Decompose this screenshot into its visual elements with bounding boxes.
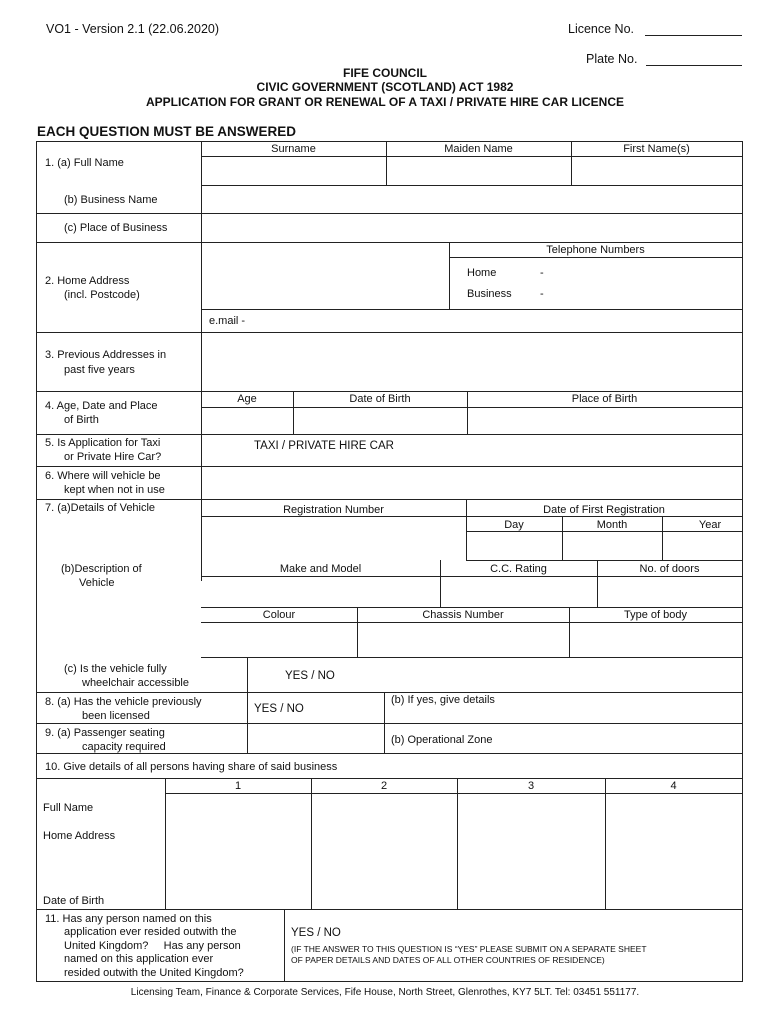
reg-year-field[interactable] bbox=[663, 532, 742, 560]
plate-label: Plate No. bbox=[586, 52, 638, 66]
q7c-sublabel: wheelchair accessible bbox=[82, 677, 189, 689]
email-field[interactable] bbox=[255, 311, 740, 331]
person-col-3: 3 bbox=[527, 780, 535, 792]
reg-number-header: Registration Number bbox=[283, 504, 384, 516]
q1b-label: (b) Business Name bbox=[64, 194, 158, 206]
colour-field[interactable] bbox=[202, 623, 357, 657]
q11-label-3: United Kingdom? Has any person bbox=[64, 940, 241, 952]
cc-rating-header: C.C. Rating bbox=[490, 563, 547, 575]
maiden-name-header: Maiden Name bbox=[444, 143, 513, 155]
person-4-field[interactable] bbox=[606, 794, 742, 909]
q8a-sublabel: been licensed bbox=[82, 710, 150, 722]
chassis-field[interactable] bbox=[358, 623, 569, 657]
person-3-field[interactable] bbox=[458, 794, 605, 909]
footer-address: Licensing Team, Finance & Corporate Services, Fife House, North Street, Glenrothes, KY7 5LT. Tel: 03451 551177. bbox=[130, 987, 640, 998]
reg-month-field[interactable] bbox=[563, 532, 662, 560]
q9a-label: 9. (a) Passenger seating bbox=[45, 727, 165, 739]
home-phone-field[interactable] bbox=[550, 262, 740, 280]
q5-sublabel: or Private Hire Car? bbox=[64, 451, 162, 463]
taxi-private-hire-choice[interactable]: TAXI / PRIVATE HIRE CAR bbox=[254, 440, 394, 452]
surname-field[interactable] bbox=[202, 157, 386, 185]
month-header: Month bbox=[596, 519, 628, 531]
q10-home-address-label: Home Address bbox=[43, 830, 116, 842]
chassis-header: Chassis Number bbox=[422, 609, 504, 621]
q1c-label: (c) Place of Business bbox=[64, 222, 168, 234]
q11-label-4: named on this application ever bbox=[64, 953, 214, 965]
plate-number-field[interactable] bbox=[646, 65, 742, 66]
doors-field[interactable] bbox=[598, 577, 742, 607]
business-phone-field[interactable] bbox=[550, 283, 740, 301]
version-text: VO1 - Version 2.1 (22.06.2020) bbox=[46, 22, 220, 36]
q7b-label: (b)Description of bbox=[61, 563, 142, 575]
resided-outwith-choice[interactable]: YES / NO bbox=[291, 927, 341, 939]
q7c-label: (c) Is the vehicle fully bbox=[64, 663, 167, 675]
home-address-field[interactable] bbox=[202, 243, 449, 309]
business-phone-label: Business bbox=[467, 288, 512, 300]
reg-number-field[interactable] bbox=[202, 517, 466, 560]
q1a-label: 1. (a) Full Name bbox=[45, 157, 124, 169]
vehicle-kept-field[interactable] bbox=[202, 467, 742, 499]
person-1-field[interactable] bbox=[166, 794, 311, 909]
q5-label: 5. Is Application for Taxi bbox=[45, 437, 161, 449]
home-phone-label: Home bbox=[467, 267, 497, 279]
surname-header: Surname bbox=[271, 143, 316, 155]
business-phone-dash: - bbox=[540, 288, 544, 300]
pob-field[interactable] bbox=[468, 408, 742, 434]
person-col-1: 1 bbox=[234, 780, 242, 792]
doors-header: No. of doors bbox=[639, 563, 700, 575]
pob-header: Place of Birth bbox=[571, 393, 638, 405]
council-title: FIFE COUNCIL bbox=[343, 66, 427, 80]
colour-header: Colour bbox=[262, 609, 296, 621]
q7b-sublabel: Vehicle bbox=[79, 577, 115, 589]
home-phone-dash: - bbox=[540, 267, 544, 279]
q8a-label: 8. (a) Has the vehicle previously bbox=[45, 696, 202, 708]
q9b-label: (b) Operational Zone bbox=[391, 734, 493, 746]
q10-full-name-label: Full Name bbox=[43, 802, 94, 814]
first-names-header: First Name(s) bbox=[623, 143, 690, 155]
reg-day-field[interactable] bbox=[467, 532, 562, 560]
body-type-header: Type of body bbox=[624, 609, 687, 621]
instruction-heading: EACH QUESTION MUST BE ANSWERED bbox=[37, 124, 297, 139]
age-header: Age bbox=[237, 393, 257, 405]
day-header: Day bbox=[504, 519, 524, 531]
q9a-sublabel: capacity required bbox=[82, 741, 166, 753]
telephone-header: Telephone Numbers bbox=[546, 244, 645, 256]
person-2-field[interactable] bbox=[312, 794, 457, 909]
application-title: APPLICATION FOR GRANT OR RENEWAL OF A TAXI / PRIVATE HIRE CAR LICENCE bbox=[145, 95, 624, 109]
first-names-field[interactable] bbox=[572, 157, 742, 185]
age-field[interactable] bbox=[202, 408, 293, 434]
make-model-header: Make and Model bbox=[279, 563, 362, 575]
q3-label: 3. Previous Addresses in bbox=[45, 349, 167, 361]
business-name-field[interactable] bbox=[202, 186, 742, 213]
act-title: CIVIC GOVERNMENT (SCOTLAND) ACT 1982 bbox=[256, 80, 514, 94]
q10-label: 10. Give details of all persons having share of said business bbox=[45, 761, 338, 773]
dob-field[interactable] bbox=[294, 408, 467, 434]
q11-note-2: OF PAPER DETAILS AND DATES OF ALL OTHER COUNTRIES OF RESIDENCE) bbox=[291, 955, 605, 965]
place-of-business-field[interactable] bbox=[202, 214, 742, 242]
previous-addresses-field[interactable] bbox=[202, 333, 742, 391]
q2-sublabel: (incl. Postcode) bbox=[64, 289, 140, 301]
email-label: e.mail - bbox=[209, 315, 246, 327]
q10-dob-label: Date of Birth bbox=[43, 895, 105, 907]
first-reg-header: Date of First Registration bbox=[543, 504, 665, 516]
licence-number-field[interactable] bbox=[645, 35, 742, 36]
q4-label: 4. Age, Date and Place bbox=[45, 400, 158, 412]
q7a-label: 7. (a)Details of Vehicle bbox=[45, 502, 156, 514]
year-header: Year bbox=[698, 519, 722, 531]
q8b-label: (b) If yes, give details bbox=[391, 694, 495, 706]
q4-sublabel: of Birth bbox=[64, 414, 99, 426]
make-model-field[interactable] bbox=[202, 577, 440, 607]
licence-label: Licence No. bbox=[568, 22, 635, 36]
q6-label: 6. Where will vehicle be bbox=[45, 470, 161, 482]
person-col-4: 4 bbox=[670, 780, 677, 792]
q3-sublabel: past five years bbox=[64, 364, 135, 376]
q6-sublabel: kept when not in use bbox=[64, 484, 165, 496]
previously-licensed-choice[interactable]: YES / NO bbox=[254, 703, 304, 715]
q11-label-1: 11. Has any person named on this bbox=[45, 913, 212, 925]
q11-label-2: application ever resided outwith the bbox=[64, 926, 237, 938]
operational-zone-field[interactable] bbox=[515, 724, 742, 753]
wheelchair-choice[interactable]: YES / NO bbox=[285, 670, 335, 682]
seating-capacity-field[interactable] bbox=[248, 724, 384, 753]
q2-label: 2. Home Address bbox=[45, 275, 130, 287]
body-type-field[interactable] bbox=[570, 623, 742, 657]
q11-label-5: resided outwith the United Kingdom? bbox=[64, 967, 244, 979]
maiden-name-field[interactable] bbox=[387, 157, 571, 185]
dob-header: Date of Birth bbox=[349, 393, 411, 405]
cc-rating-field[interactable] bbox=[441, 577, 597, 607]
q11-note-1: (IF THE ANSWER TO THIS QUESTION IS “YES” PLEASE SUBMIT ON A SEPARATE SHEET bbox=[291, 944, 647, 954]
person-col-2: 2 bbox=[380, 780, 388, 792]
previous-licence-details-field[interactable] bbox=[385, 708, 742, 723]
